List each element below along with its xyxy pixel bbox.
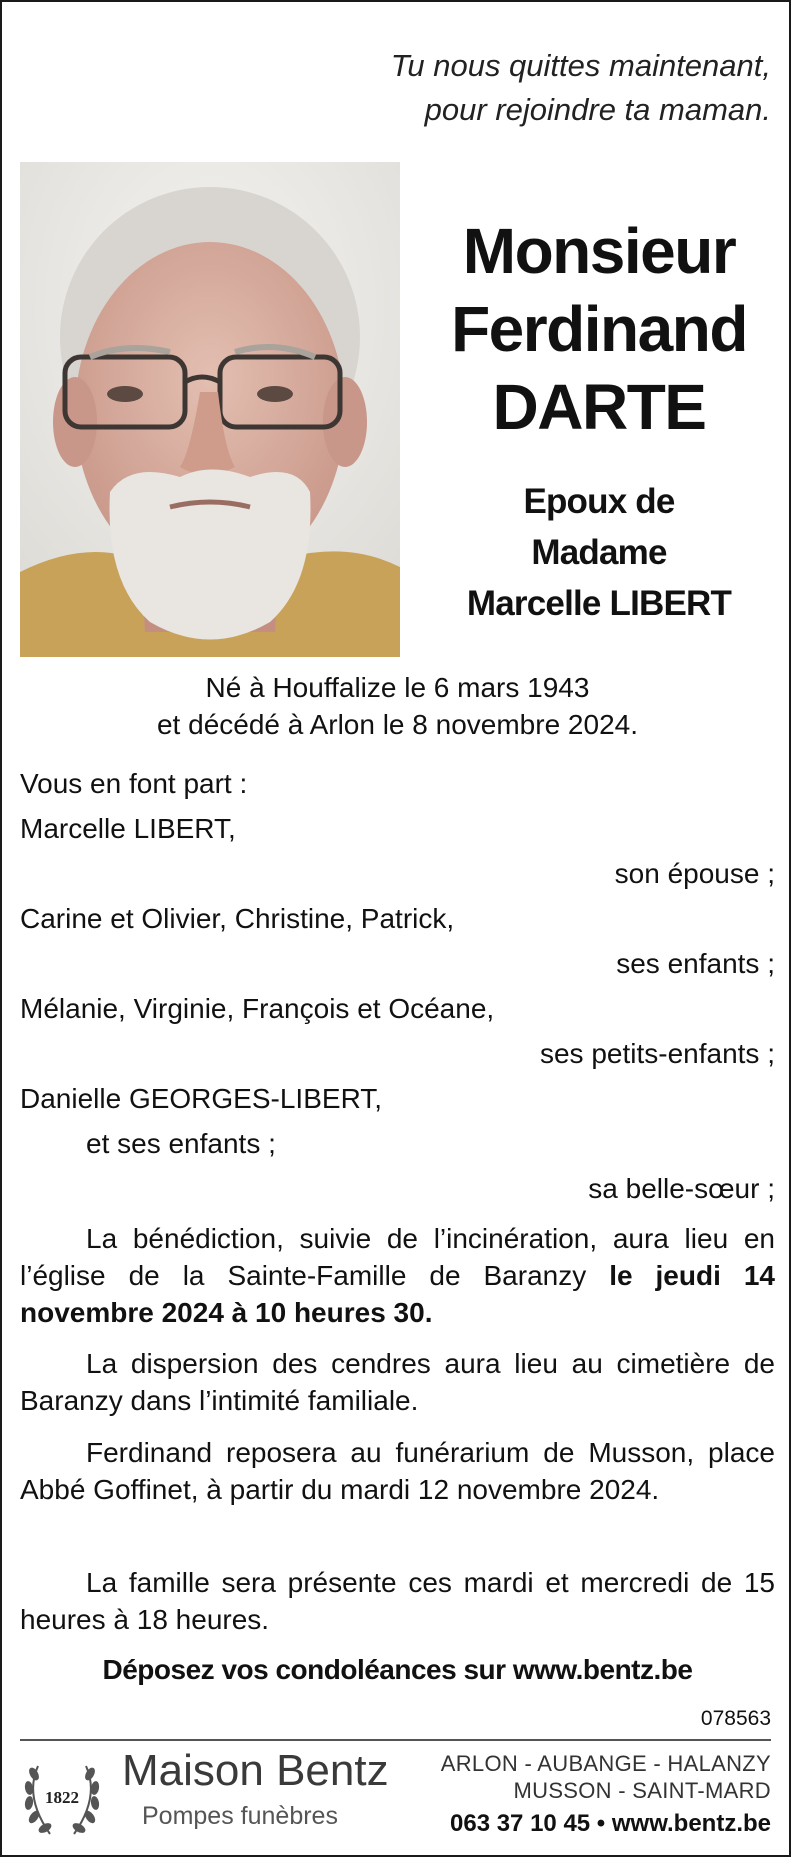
brand-name: Maison Bentz (122, 1746, 389, 1795)
announcement-line: et ses enfants ; (86, 1128, 276, 1159)
spouse-line-3: Marcelle LIBERT (466, 584, 732, 623)
deceased-first-name: Ferdinand (451, 293, 747, 365)
contact-line: 063 37 10 45 • www.bentz.be (450, 1810, 771, 1837)
ashes-text: La dispersion des cendres aura lieu au cimetière de Baranzy dans l’intimité familiale. (20, 1348, 775, 1416)
family-announcement (20, 761, 775, 1211)
reference-number: 078563 (700, 1707, 771, 1730)
laurel-seal-logo (20, 1752, 104, 1842)
birth-death-info (20, 669, 775, 743)
epigraph-line-1: Tu nous quittes maintenant, (390, 48, 771, 83)
spouse-line-1: Epoux de (523, 482, 675, 521)
visit-paragraph (20, 1564, 775, 1638)
funerarium-text: Ferdinand reposera au funérarium de Musson, place Abbé Goffinet, à partir du mardi 12 novembre 2024. (20, 1437, 775, 1505)
condolences-line: Déposez vos condoléances sur www.bentz.be (102, 1654, 693, 1685)
ceremony-paragraph (20, 1220, 775, 1331)
brand-subtitle: Pompes funèbres (142, 1802, 338, 1830)
birth-line: Né à Houffalize le 6 mars 1943 (205, 672, 590, 703)
funeral-home-footer (2, 1744, 789, 1854)
funerarium-paragraph (20, 1434, 775, 1508)
death-line: et décédé à Arlon le 8 novembre 2024. (156, 709, 638, 740)
seal-year: 1822 (45, 1788, 79, 1807)
visit-text: La famille sera présente ces mardi et mercredi de 15 heures à 18 heures. (20, 1567, 775, 1635)
deceased-name-block (414, 212, 784, 629)
deceased-title: Monsieur (462, 215, 736, 287)
ashes-paragraph (20, 1345, 775, 1419)
locations-line-2: MUSSON - SAINT-MARD (513, 1778, 771, 1803)
spouse-block (414, 476, 784, 629)
epigraph-line-2: pour rejoindre ta maman. (424, 92, 771, 127)
locations-line-1: ARLON - AUBANGE - HALANZY (440, 1751, 771, 1776)
locations (441, 1750, 771, 1804)
spouse-line-2: Madame (531, 533, 667, 572)
announcement-line: Danielle GEORGES-LIBERT, (20, 1083, 383, 1114)
announcement-line: Carine et Olivier, Christine, Patrick, (20, 903, 455, 934)
announcement-line: Marcelle LIBERT, (20, 813, 236, 844)
announcement-line: son épouse ; (614, 858, 775, 889)
ceremony-text: La bénédiction, suivie de l’incinération, aura lieu en l’église de la Sainte-Famille de Baranzy (20, 1223, 775, 1291)
epigraph (391, 44, 771, 132)
ceremony-date: le jeudi 14 novembre 2024 à 10 heures 30. (20, 1260, 775, 1328)
footer-divider (20, 1739, 771, 1741)
announcement-line: Mélanie, Virginie, François et Océane, (20, 993, 495, 1024)
announcement-line: ses petits-enfants ; (539, 1038, 775, 1069)
portrait-photo (20, 162, 400, 657)
deceased-last-name: DARTE (492, 371, 706, 443)
announcement-line: ses enfants ; (616, 948, 775, 979)
announcement-intro: Vous en font part : (20, 768, 248, 799)
announcement-line: sa belle-sœur ; (588, 1173, 775, 1204)
